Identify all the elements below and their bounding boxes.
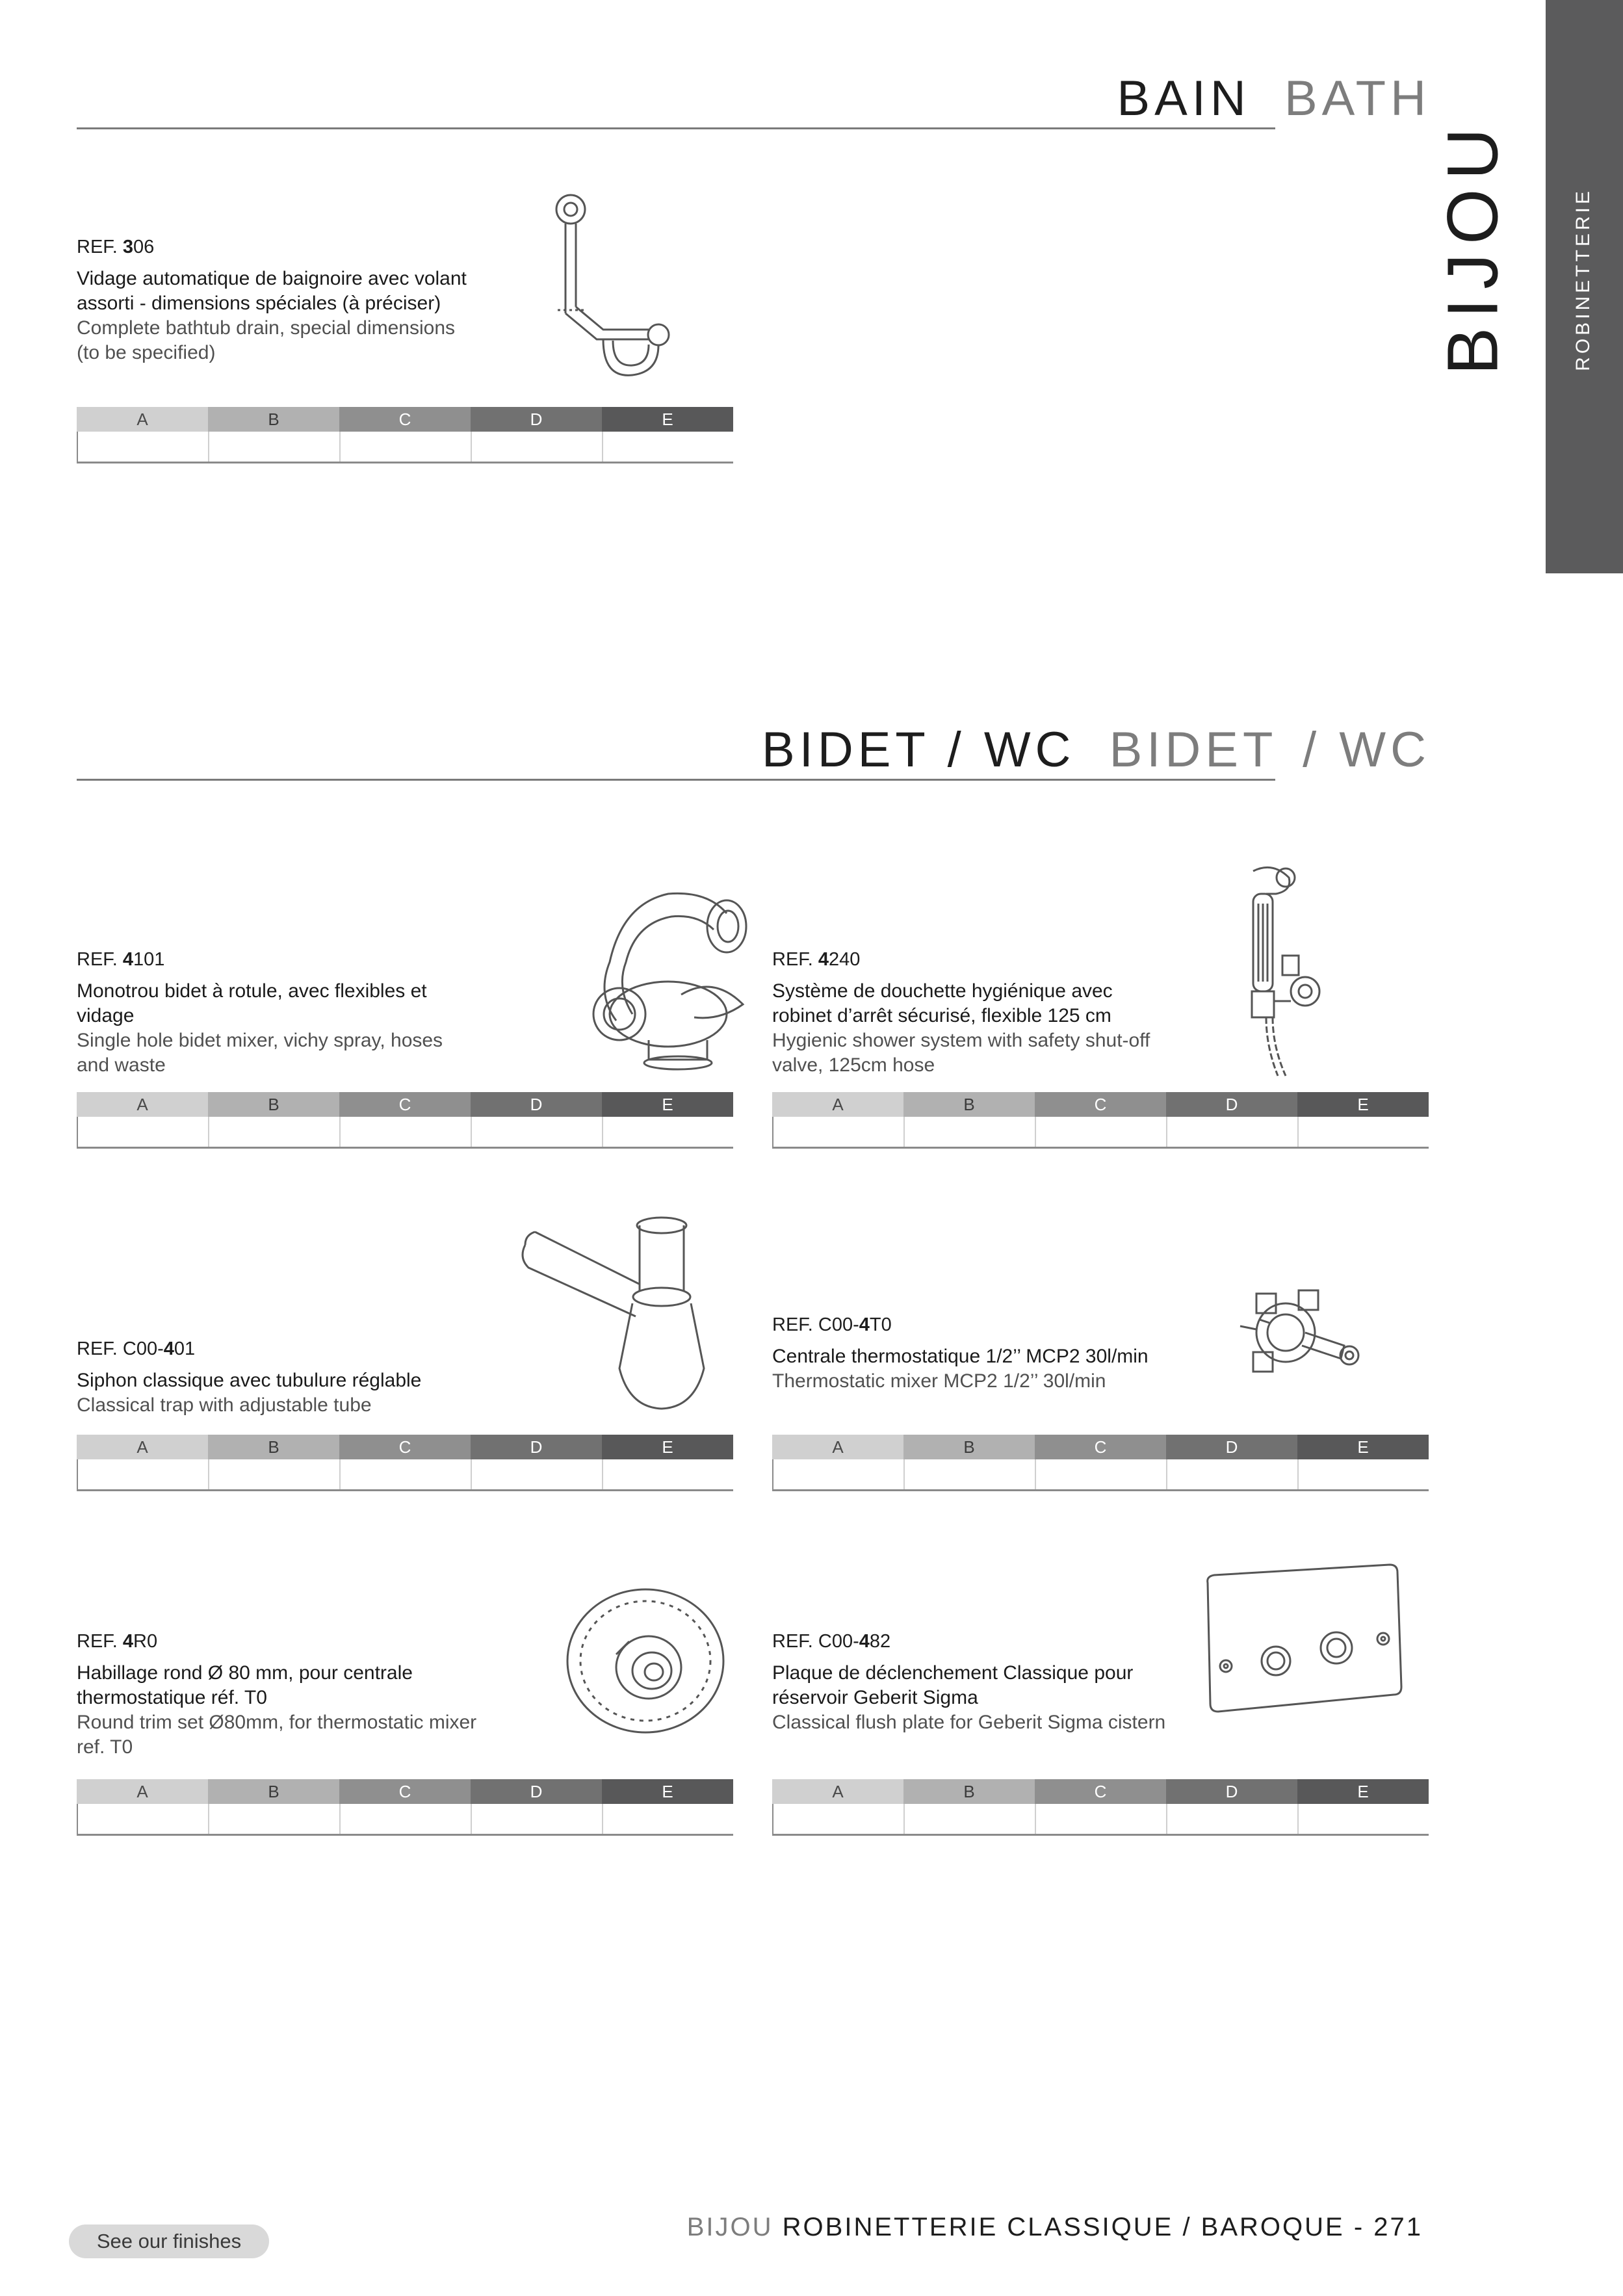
flush-plate-illustration bbox=[1195, 1557, 1409, 1752]
hygienic-shower-illustration bbox=[1175, 852, 1422, 1079]
product-description-fr: Centrale thermostatique 1/2’’ MCP2 30l/min bbox=[772, 1346, 1149, 1367]
finish-header-e: E bbox=[602, 1779, 733, 1804]
finish-header-e: E bbox=[602, 1435, 733, 1459]
finish-header-b: B bbox=[208, 1092, 339, 1117]
finish-header-a: A bbox=[772, 1435, 903, 1459]
finish-header-a: A bbox=[77, 407, 208, 432]
product-text bbox=[772, 1313, 1175, 1394]
product-text bbox=[77, 948, 480, 1078]
finish-cell bbox=[208, 1804, 339, 1834]
finish-header-c: C bbox=[339, 1779, 471, 1804]
finish-cell bbox=[1166, 1459, 1297, 1489]
finish-header-b: B bbox=[903, 1779, 1035, 1804]
finish-header-c: C bbox=[1035, 1779, 1166, 1804]
finish-cell bbox=[903, 1804, 1035, 1834]
finish-header-a: A bbox=[77, 1779, 208, 1804]
bidet-mixer-illustration bbox=[519, 865, 805, 1079]
finish-table bbox=[772, 1092, 1429, 1148]
product-description-en: Classical flush plate for Geberit Sigma cistern bbox=[772, 1712, 1166, 1733]
product-description-en: Classical trap with adjustable tube bbox=[77, 1394, 372, 1416]
product-text bbox=[77, 1630, 480, 1760]
finish-cell bbox=[602, 1804, 733, 1834]
finish-cell bbox=[1035, 1459, 1166, 1489]
finish-header-a: A bbox=[772, 1092, 903, 1117]
product-ref: REF. 4240 bbox=[772, 949, 861, 970]
finish-cell bbox=[339, 1804, 471, 1834]
finish-cell bbox=[1297, 1804, 1429, 1834]
product-description-en: Thermostatic mixer MCP2 1/2’’ 30l/min bbox=[772, 1370, 1106, 1392]
product-text bbox=[772, 948, 1175, 1078]
finish-cell bbox=[339, 1117, 471, 1147]
finish-header-c: C bbox=[1035, 1092, 1166, 1117]
finish-table bbox=[77, 1435, 733, 1491]
product-description-fr: Vidage automatique de baignoire avec volant assorti - dimensions spéciales (à préciser) bbox=[77, 268, 467, 314]
finish-cell bbox=[772, 1804, 903, 1834]
finish-cell bbox=[903, 1117, 1035, 1147]
page-footer bbox=[687, 2213, 1423, 2242]
product-description-en: Single hole bidet mixer, vichy spray, hoses and waste bbox=[77, 1030, 443, 1076]
product-description-fr: Plaque de déclenchement Classique pour réservoir Geberit Sigma bbox=[772, 1662, 1134, 1708]
finish-cell bbox=[77, 432, 208, 462]
finish-cell bbox=[1297, 1117, 1429, 1147]
finish-cell bbox=[602, 1117, 733, 1147]
finish-cell bbox=[208, 432, 339, 462]
section-title-bath bbox=[1117, 70, 1431, 127]
finish-header-b: B bbox=[903, 1435, 1035, 1459]
product-description-en: Hygienic shower system with safety shut-off valve, 125cm hose bbox=[772, 1030, 1150, 1076]
product-card-c00-4t0 bbox=[772, 1222, 1429, 1492]
finish-cell bbox=[471, 1804, 602, 1834]
finish-header-d: D bbox=[471, 407, 602, 432]
finish-header-d: D bbox=[471, 1092, 602, 1117]
finish-table bbox=[77, 1092, 733, 1148]
product-card-c00-401 bbox=[77, 1206, 733, 1492]
finish-table bbox=[77, 407, 733, 463]
finish-cell bbox=[772, 1459, 903, 1489]
finish-header-e: E bbox=[602, 1092, 733, 1117]
finish-header-b: B bbox=[208, 1779, 339, 1804]
footer-brand: BIJOU bbox=[686, 2213, 773, 2241]
section-title-en: BATH bbox=[1284, 71, 1431, 126]
finish-cell bbox=[602, 1459, 733, 1489]
finish-cell bbox=[1035, 1117, 1166, 1147]
product-description-fr: Habillage rond Ø 80 mm, pour centrale thermostatique réf. T0 bbox=[77, 1662, 413, 1708]
product-card-4101 bbox=[77, 865, 733, 1151]
section-divider bbox=[77, 779, 1275, 781]
finish-cell bbox=[77, 1804, 208, 1834]
finish-header-d: D bbox=[471, 1779, 602, 1804]
finish-cell bbox=[339, 1459, 471, 1489]
finish-table bbox=[772, 1435, 1429, 1491]
product-description-fr: Monotrou bidet à rotule, avec flexibles et vidage bbox=[77, 980, 427, 1026]
finish-header-a: A bbox=[77, 1435, 208, 1459]
product-ref: REF. C00-401 bbox=[77, 1338, 196, 1359]
finish-cell bbox=[1035, 1804, 1166, 1834]
finish-header-b: B bbox=[903, 1092, 1035, 1117]
finish-header-c: C bbox=[339, 407, 471, 432]
finish-cell bbox=[1297, 1459, 1429, 1489]
product-card-4240 bbox=[772, 852, 1429, 1151]
finish-header-d: D bbox=[471, 1435, 602, 1459]
section-title-bidet-wc bbox=[762, 722, 1431, 778]
trap-illustration bbox=[499, 1206, 759, 1420]
product-card-c00-482 bbox=[772, 1550, 1429, 1836]
section-title-en: BIDET bbox=[1109, 722, 1277, 777]
finish-table bbox=[77, 1779, 733, 1835]
product-ref: REF. C00-482 bbox=[772, 1631, 891, 1652]
finish-cell bbox=[903, 1459, 1035, 1489]
finish-header-c: C bbox=[1035, 1435, 1166, 1459]
finish-header-b: B bbox=[208, 1435, 339, 1459]
product-description-en: Complete bathtub drain, special dimensions (to be specified) bbox=[77, 317, 455, 363]
finish-header-e: E bbox=[1297, 1092, 1429, 1117]
product-description-fr: Système de douchette hygiénique avec robinet d’arrêt sécurisé, flexible 125 cm bbox=[772, 980, 1113, 1026]
finish-cell bbox=[77, 1117, 208, 1147]
finish-header-e: E bbox=[1297, 1435, 1429, 1459]
section-title-en-suffix: / WC bbox=[1303, 722, 1431, 777]
product-ref: REF. 4101 bbox=[77, 949, 165, 970]
section-title-fr: BAIN bbox=[1117, 71, 1251, 126]
thermostatic-mixer-illustration bbox=[1201, 1261, 1396, 1411]
finish-table bbox=[772, 1779, 1429, 1835]
finish-cell bbox=[772, 1117, 903, 1147]
product-card-306 bbox=[77, 163, 733, 468]
bathtub-drain-illustration bbox=[519, 177, 766, 385]
round-trim-illustration bbox=[545, 1570, 753, 1752]
finish-header-a: A bbox=[772, 1779, 903, 1804]
finish-cell bbox=[339, 432, 471, 462]
side-tab-label: ROBINETTERIE bbox=[1572, 188, 1594, 371]
product-description-en: Round trim set Ø80mm, for thermostatic mixer ref. T0 bbox=[77, 1712, 477, 1758]
finish-cell bbox=[471, 1117, 602, 1147]
finish-header-b: B bbox=[208, 407, 339, 432]
product-ref: REF. 4R0 bbox=[77, 1631, 158, 1652]
finish-cell bbox=[471, 432, 602, 462]
finish-header-c: C bbox=[339, 1092, 471, 1117]
finish-header-c: C bbox=[339, 1435, 471, 1459]
finish-cell bbox=[1166, 1117, 1297, 1147]
footer-title: ROBINETTERIE CLASSIQUE / BAROQUE - 271 bbox=[782, 2213, 1423, 2241]
product-ref: REF. C00-4T0 bbox=[772, 1314, 892, 1335]
product-ref: REF. 306 bbox=[77, 237, 155, 257]
brand-vertical-title: BIJOU bbox=[1433, 119, 1513, 375]
finish-header-a: A bbox=[77, 1092, 208, 1117]
finish-header-d: D bbox=[1166, 1092, 1297, 1117]
section-divider bbox=[77, 127, 1275, 129]
product-text bbox=[77, 235, 480, 365]
see-finishes-button[interactable]: See our finishes bbox=[69, 2224, 269, 2258]
product-text bbox=[772, 1630, 1175, 1735]
product-card-4r0 bbox=[77, 1550, 733, 1836]
finish-header-d: D bbox=[1166, 1435, 1297, 1459]
finish-cell bbox=[208, 1117, 339, 1147]
finish-cell bbox=[471, 1459, 602, 1489]
product-description-fr: Siphon classique avec tubulure réglable bbox=[77, 1370, 422, 1391]
section-title-fr: BIDET / WC bbox=[762, 722, 1076, 777]
finish-cell bbox=[208, 1459, 339, 1489]
finish-cell bbox=[77, 1459, 208, 1489]
finish-header-e: E bbox=[602, 407, 733, 432]
finish-cell bbox=[602, 432, 733, 462]
product-text bbox=[77, 1337, 480, 1418]
finish-header-d: D bbox=[1166, 1779, 1297, 1804]
finish-header-e: E bbox=[1297, 1779, 1429, 1804]
finish-cell bbox=[1166, 1804, 1297, 1834]
